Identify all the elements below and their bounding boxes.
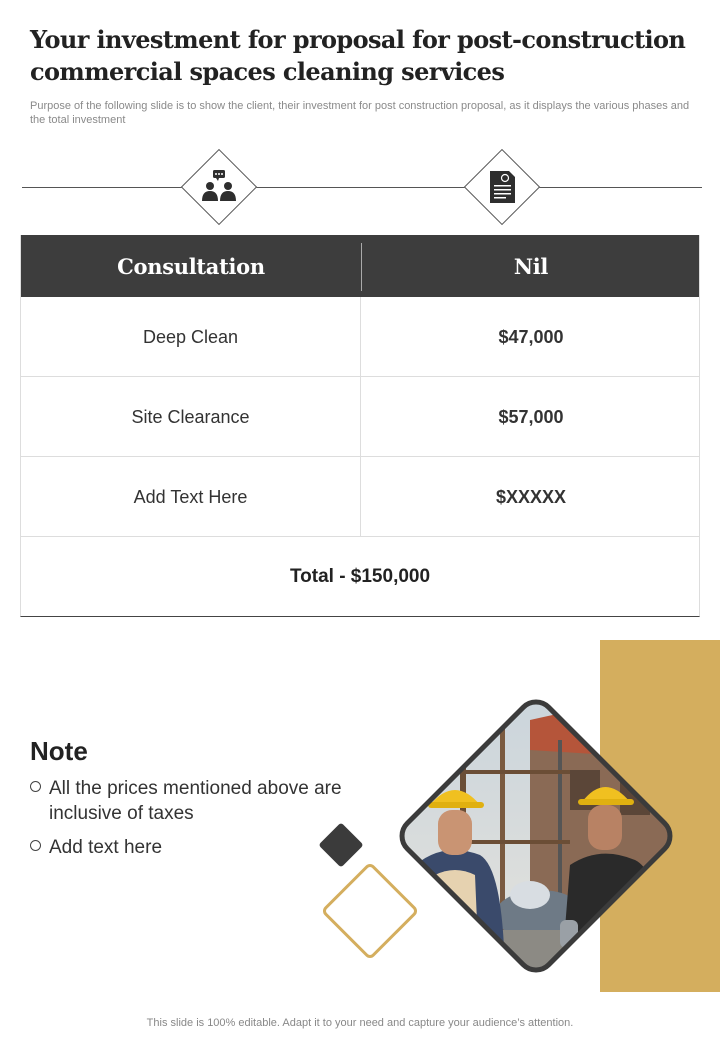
circle-bullet-icon — [30, 840, 41, 851]
document-icon — [482, 167, 522, 207]
note-list — [30, 776, 350, 869]
note-item-text: Add text here — [49, 837, 163, 858]
footer-text: This slide is 100% editable. Adapt it to your need and capture your audience’s attention. — [146, 1017, 574, 1029]
note-title: Note — [30, 736, 88, 766]
team-meeting-icon — [199, 167, 239, 207]
row-value: $57,000 — [498, 406, 564, 427]
row-label: Deep Clean — [21, 297, 361, 377]
page-title: Your investment for proposal for post-construction commercial spaces cleaning services — [30, 25, 686, 86]
table-header-left: Consultation — [117, 253, 265, 279]
note-item — [30, 776, 350, 826]
table-row — [21, 457, 699, 537]
timeline-line — [22, 187, 702, 188]
note-item-text: All the prices mentioned above are inclusive of taxes — [49, 778, 342, 824]
table-row — [21, 377, 699, 457]
circle-bullet-icon — [30, 781, 41, 792]
note-item — [30, 835, 350, 860]
table-row — [21, 297, 699, 377]
row-value: $XXXXX — [495, 486, 567, 507]
row-label: Add Text Here — [21, 457, 361, 537]
table-total: Total - $150,000 — [289, 566, 431, 587]
table-header — [21, 235, 699, 297]
page-subtitle: Purpose of the following slide is to show the client, their investment for post construction proposal, as it displays the various phases and the total investment — [30, 100, 690, 126]
workers-photo — [380, 680, 692, 992]
pricing-table — [20, 235, 700, 617]
row-label: Site Clearance — [21, 377, 361, 457]
table-header-right: Nil — [513, 253, 549, 279]
row-value: $47,000 — [498, 326, 564, 347]
